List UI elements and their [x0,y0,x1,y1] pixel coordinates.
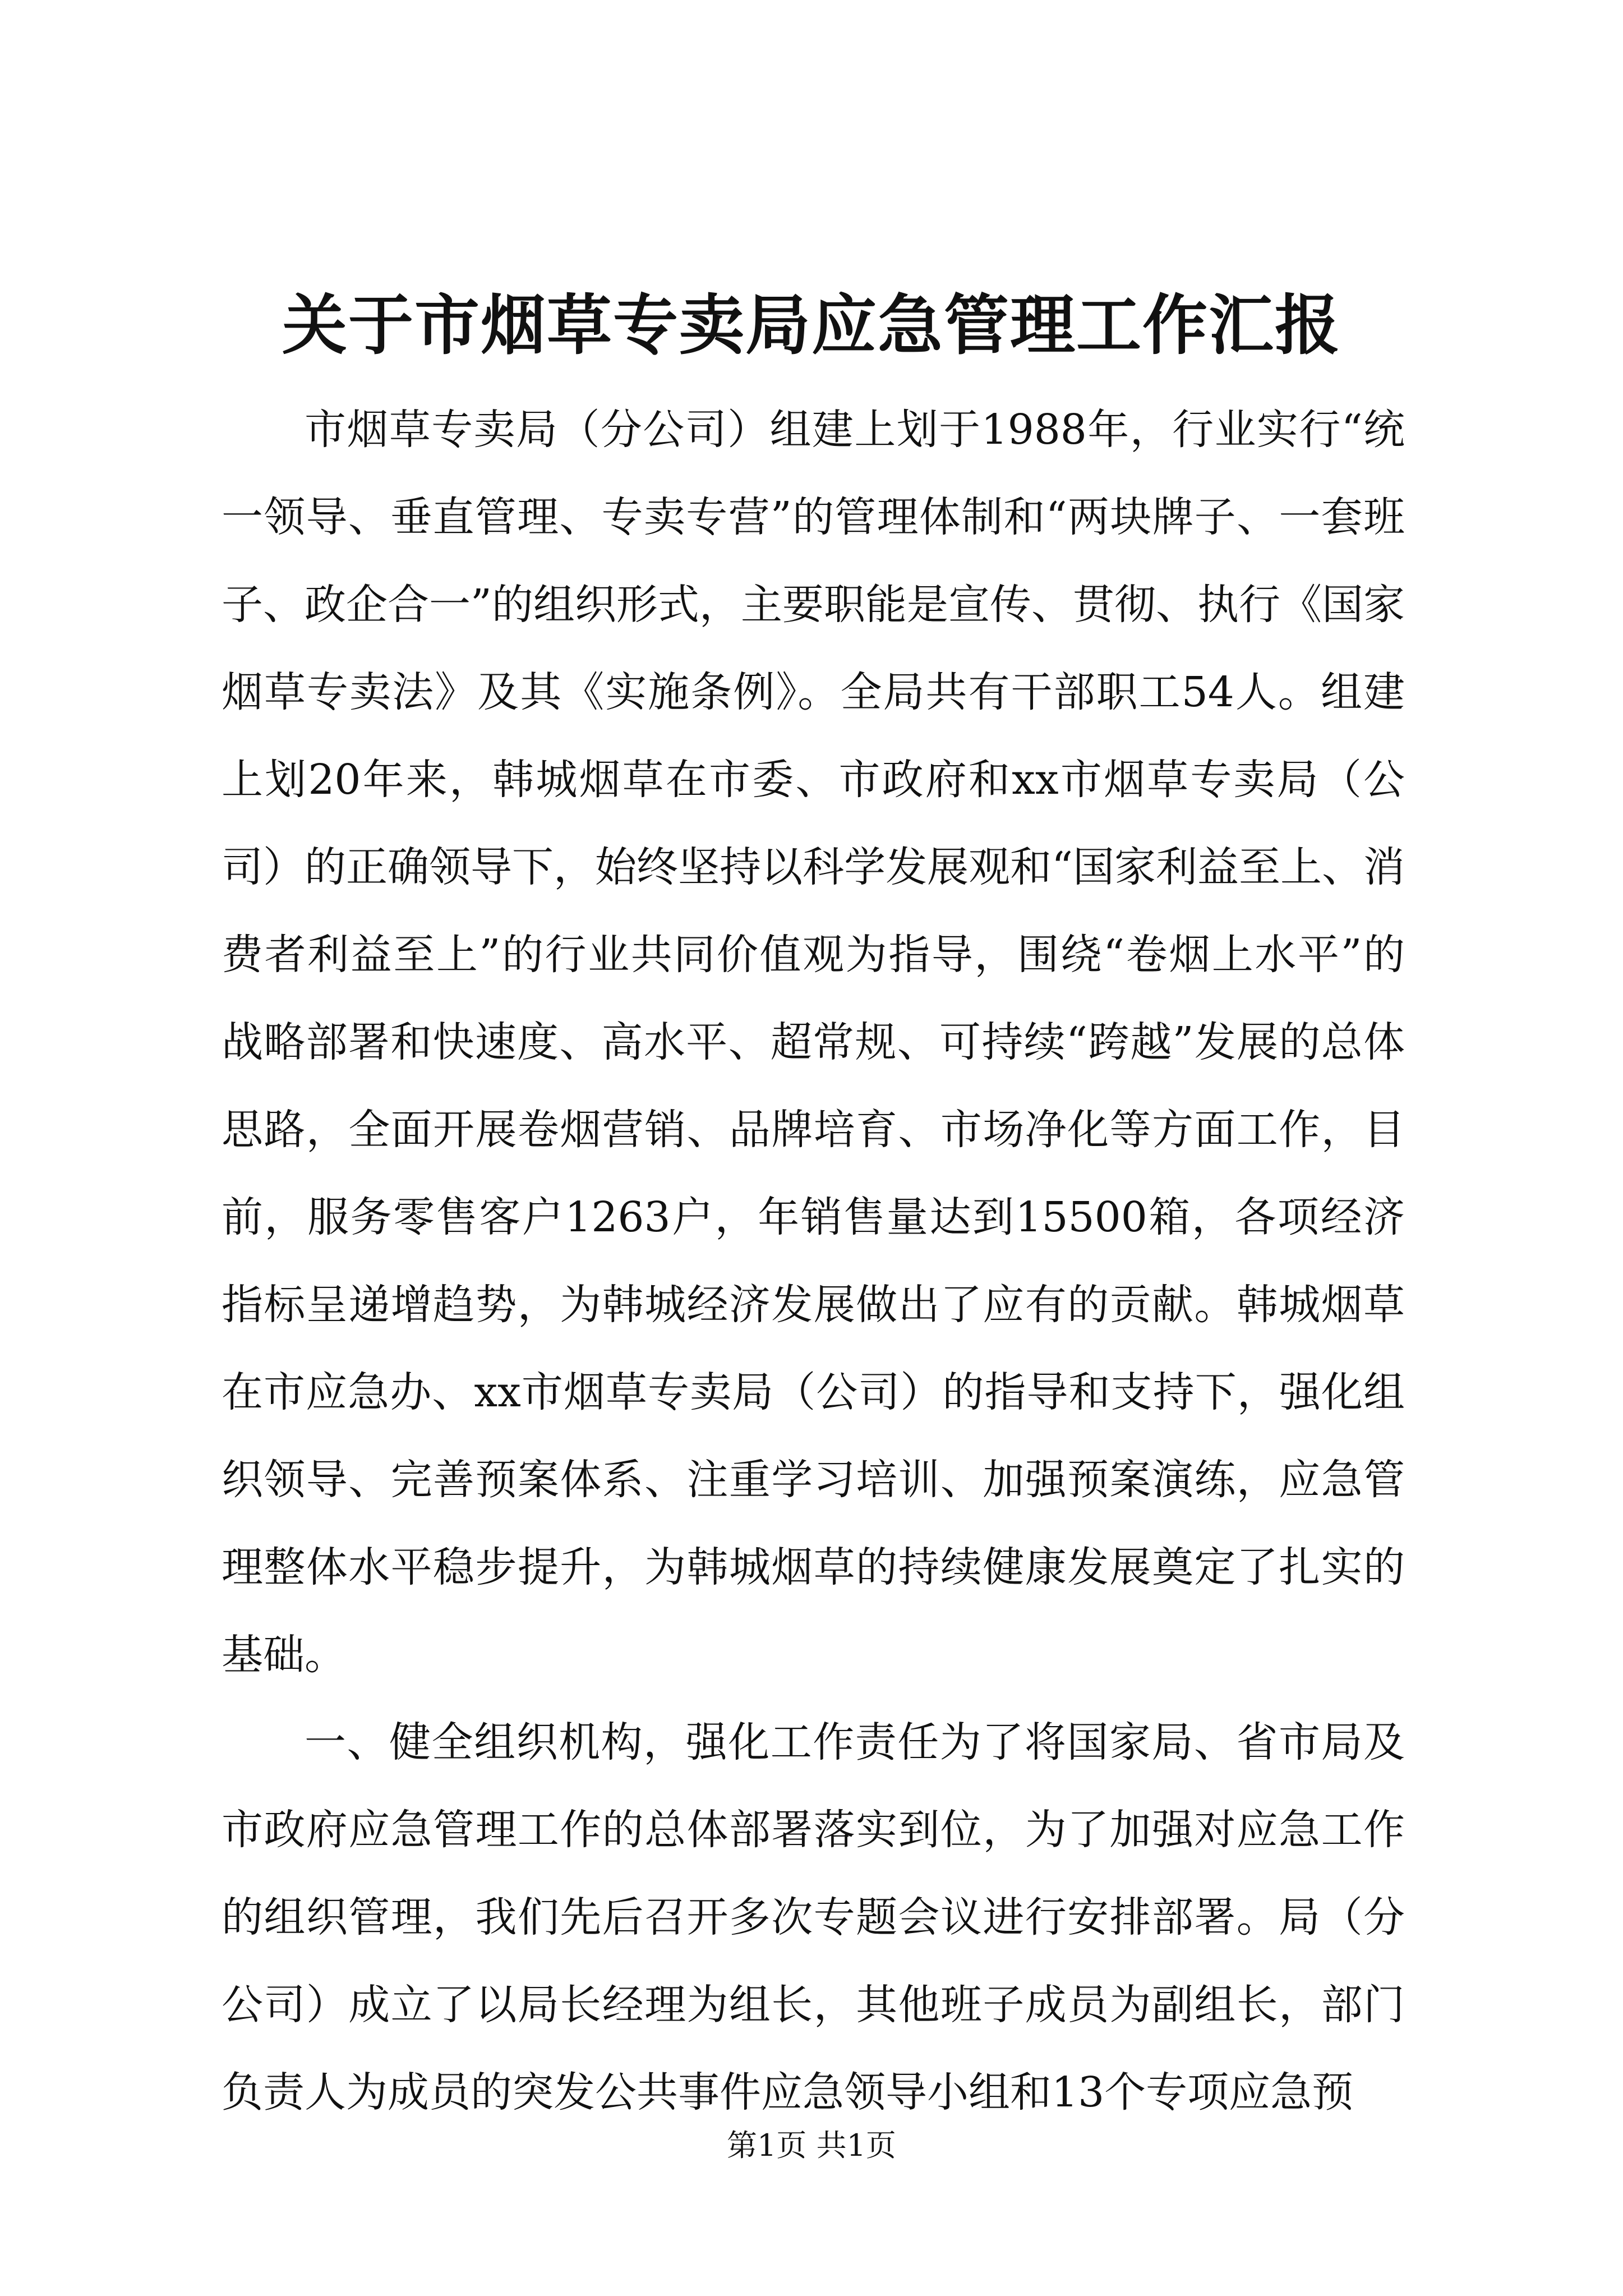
page-footer: 第1页 共1页 [727,2128,896,2163]
body-paragraph-1: 市烟草专卖局（分公司）组建上划于1988年，行业实行“统一领导、垂直管理、专卖专营”的管理体制和“两块牌子、一套班子、政企合一”的组织形式，主要职能是宣传、贯彻、执行《国家烟草专卖法》及其《实施条例》。全局共有干部职工54人。组建上划20年来，韩城烟草在市委、市政府和xx市烟草专卖局（公司）的正确领导下，始终坚持以科学发展观和“国家利益至上、消费者利益至上”的行业共同价值观为指导，围绕“卷烟上水平”的战略部署和快速度、高水平、超常规、可持续“跨越”发展的总体思路，全面开展卷烟营销、品牌培育、市场净化等方面工作，目前，服务零售客户1263户，年销售量达到15500箱，各项经济指标呈递增趋势，为韩城经济发展做出了应有的贡献。韩城烟草在市应急办、xx市烟草专卖局（公司）的指导和支持下，强化组织领导、完善预案体系、注重学习培训、加强预案演练，应急管理整体水平稳步提升，为韩城烟草的持续健康发展奠定了扎实的基础。 [222,406,1405,1679]
body-paragraph-2: 一、健全组织机构，强化工作责任为了将国家局、省市局及市政府应急管理工作的总体部署落实到位，为了加强对应急工作的组织管理，我们先后召开多次专题会议进行安排部署。局（分公司）成立了以局长经理为组长，其他班子成员为副组长，部门负责人为成员的突发公共事件应急领导小组和13个专项应急预 [222,1718,1405,2116]
document-title: 关于市烟草专卖局应急管理工作汇报 [282,287,1341,364]
document-body [222,386,1405,2136]
